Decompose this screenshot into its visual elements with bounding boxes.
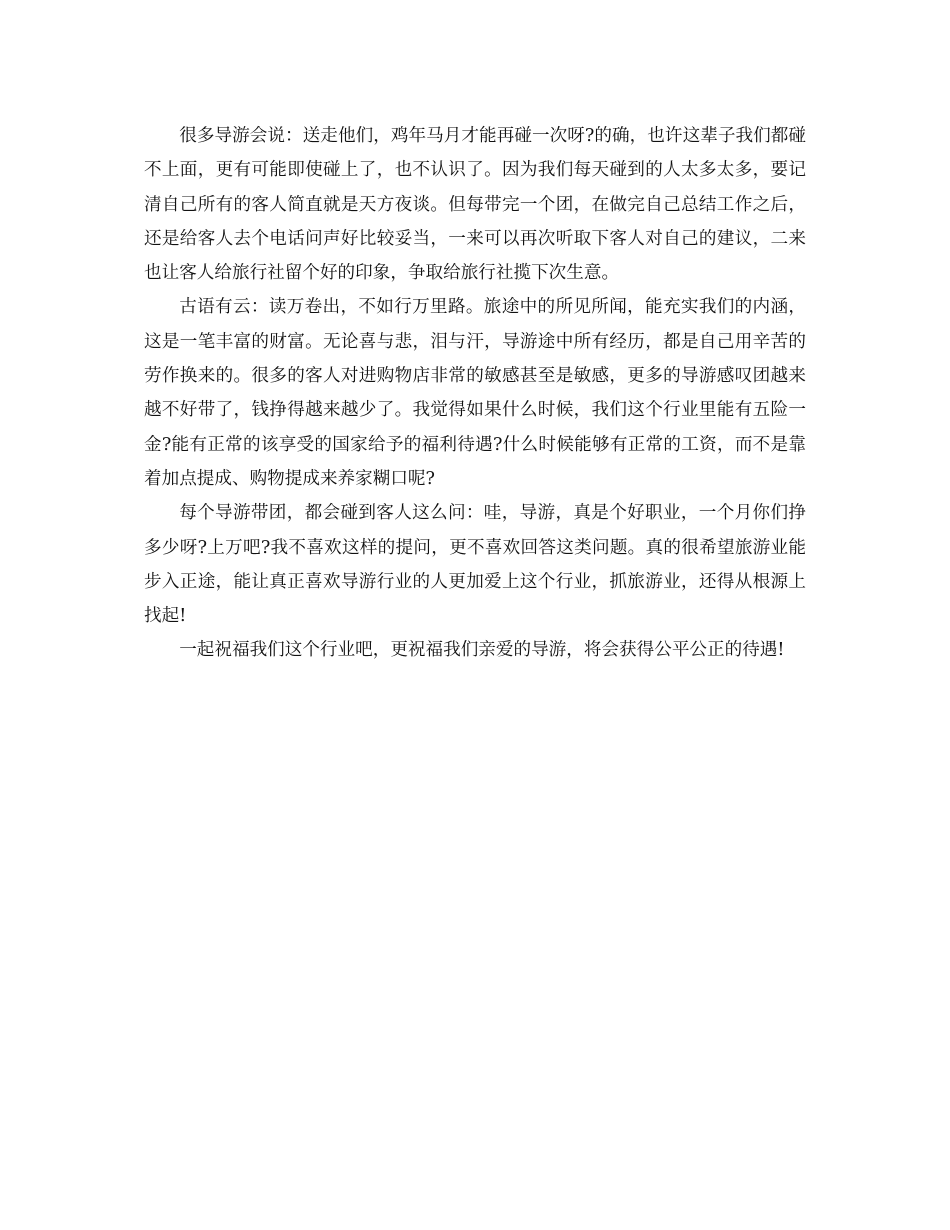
paragraph-1: 很多导游会说：送走他们，鸡年马月才能再碰一次呀?的确，也许这辈子我们都碰不上面，更有可能即使碰上了，也不认识了。因为我们每天碰到的人太多太多，要记清自己所有的客人简直就是天方夜谈。但每带完一个团，在做完自己总结工作之后，还是给客人去个电话问声好比较妥当，一来可以再次听取下客人对自己的建议，二来也让客人给旅行社留个好的印象，争取给旅行社揽下次生意。 [144,126,806,284]
paragraph-4: 一起祝福我们这个行业吧，更祝福我们亲爱的导游，将会获得公平公正的待遇! [179,640,785,661]
paragraph-3: 每个导游带团，都会碰到客人这么问：哇，导游，真是个好职业，一个月你们挣多少呀?上万吧?我不喜欢这样的提问，更不喜欢回答这类问题。真的很希望旅游业能步入正途，能让真正喜欢导游行业的人更加爱上这个行业，抓旅游业，还得从根源上找起! [144,503,806,627]
paragraph-2: 古语有云：读万卷出，不如行万里路。旅途中的所见所闻，能充实我们的内涵，这是一笔丰富的财富。无论喜与悲，泪与汗，导游途中所有经历，都是自己用辛苦的劳作换来的。很多的客人对进购物店非常的敏感甚至是敏感，更多的导游感叹团越来越不好带了，钱挣得越来越少了。我觉得如果什么时候，我们这个行业里能有五险一金?能有正常的该享受的国家给予的福利待遇?什么时候能够有正常的工资，而不是靠着加点提成、购物提成来养家糊口呢? [144,297,806,489]
document-page [144,119,806,668]
